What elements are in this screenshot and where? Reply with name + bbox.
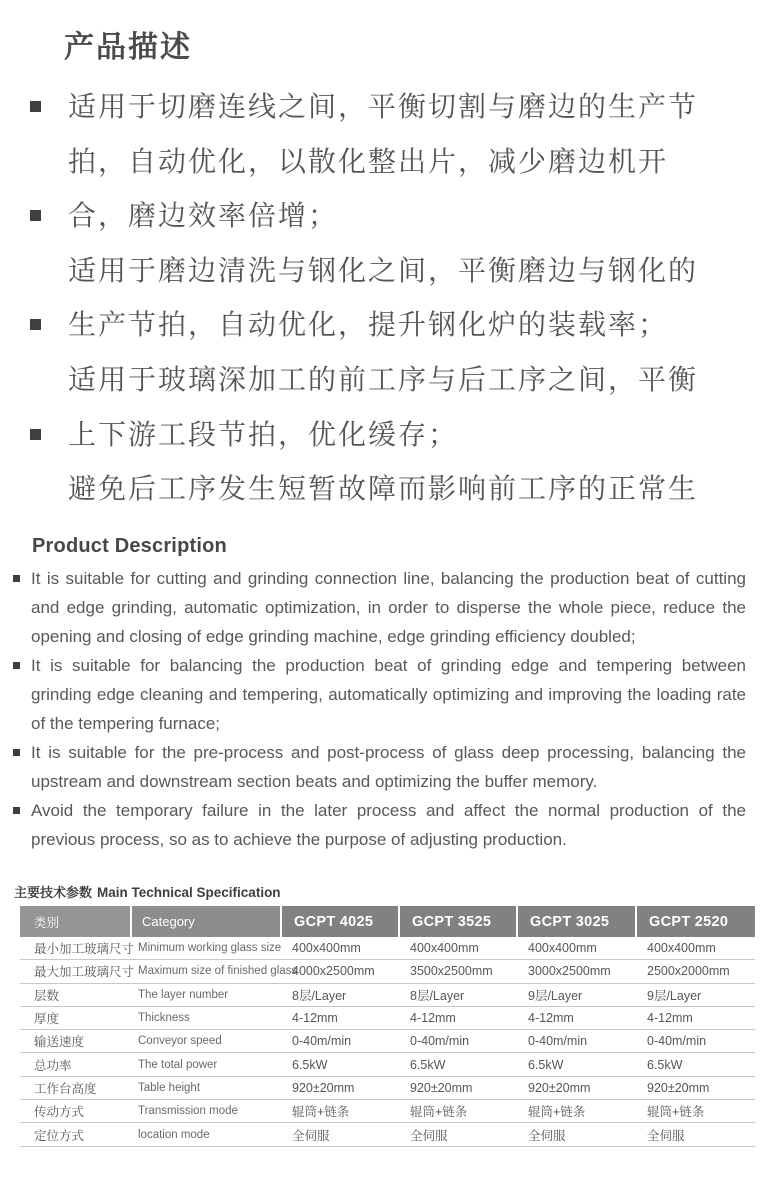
bullet-square-icon bbox=[30, 319, 41, 330]
spec-table-header-row bbox=[20, 906, 755, 937]
cn-description-list bbox=[68, 80, 746, 517]
row-value: 920±20mm bbox=[528, 1080, 591, 1095]
row-value: 920±20mm bbox=[647, 1080, 710, 1095]
row-value: 8层/Layer bbox=[292, 988, 347, 1003]
row-value: 920±20mm bbox=[292, 1080, 355, 1095]
table-row bbox=[20, 1007, 755, 1030]
row-value: 全伺服 bbox=[647, 1128, 685, 1143]
row-label-en: Thickness bbox=[138, 1012, 190, 1025]
row-label-en: Conveyor speed bbox=[138, 1035, 222, 1048]
en-item-text: It is suitable for the pre-process and post-process of glass deep processing, balancing the upstream and downstream section beats and optimizing the buffer memory. bbox=[31, 743, 746, 791]
row-value: 6.5kW bbox=[292, 1057, 328, 1072]
cn-description-line bbox=[68, 298, 746, 353]
cn-description-line bbox=[68, 244, 746, 299]
cn-line-text: 避免后工序发生短暂故障而影响前工序的正常生 bbox=[68, 473, 699, 505]
row-value: 9层/Layer bbox=[647, 988, 702, 1003]
row-value: 6.5kW bbox=[528, 1057, 564, 1072]
row-label-cn: 工作台高度 bbox=[34, 1081, 97, 1096]
table-row bbox=[20, 960, 755, 983]
row-value: 4000x2500mm bbox=[292, 964, 375, 979]
bullet-square-icon bbox=[30, 429, 41, 440]
row-value: 辊筒+链条 bbox=[528, 1105, 586, 1120]
row-label-cn: 最小加工玻璃尺寸 bbox=[34, 942, 135, 957]
cn-description-line bbox=[68, 80, 746, 135]
row-value: 6.5kW bbox=[410, 1057, 446, 1072]
en-description-item bbox=[13, 796, 746, 854]
row-value: 400x400mm bbox=[647, 941, 716, 956]
spec-title-cn: 主要技术参数 bbox=[14, 885, 93, 900]
row-label-cn: 输送速度 bbox=[34, 1035, 85, 1050]
header-cell-model-3: GCPT 3025 bbox=[516, 906, 635, 937]
row-value: 全伺服 bbox=[292, 1128, 330, 1143]
en-item-text: It is suitable for balancing the production beat of grinding edge and tempering between grinding edge cleaning and tempering, automatically optimizing and improving the loading rate of the tempering furnace; bbox=[31, 656, 746, 733]
row-value: 3500x2500mm bbox=[410, 964, 493, 979]
row-value: 0-40m/min bbox=[410, 1034, 470, 1049]
header-cell-model-4: GCPT 2520 bbox=[635, 906, 755, 937]
header-cell-model-1: GCPT 4025 bbox=[280, 906, 398, 937]
cn-description-line bbox=[68, 462, 746, 517]
row-label-en: Maximum size of finished glass bbox=[138, 965, 298, 978]
row-value: 4-12mm bbox=[528, 1011, 574, 1026]
en-description-item bbox=[13, 738, 746, 796]
cn-line-text: 合，磨边效率倍增； bbox=[68, 200, 339, 232]
spec-section-title bbox=[14, 882, 281, 901]
bullet-square-icon bbox=[30, 101, 41, 112]
row-label-cn: 厚度 bbox=[34, 1012, 60, 1027]
row-label-en: Minimum working glass size bbox=[138, 942, 282, 955]
row-value: 400x400mm bbox=[528, 941, 597, 956]
row-value: 辊筒+链条 bbox=[292, 1105, 350, 1120]
row-label-cn: 层数 bbox=[34, 988, 60, 1003]
row-value: 3000x2500mm bbox=[528, 964, 611, 979]
row-value: 920±20mm bbox=[410, 1080, 473, 1095]
cn-line-text: 适用于切磨连线之间，平衡切割与磨边的生产节 bbox=[68, 91, 699, 122]
table-row bbox=[20, 984, 755, 1007]
row-value: 8层/Layer bbox=[410, 988, 465, 1003]
table-row bbox=[20, 1100, 755, 1123]
row-label-en: location mode bbox=[138, 1128, 210, 1141]
row-value: 全伺服 bbox=[528, 1128, 566, 1143]
en-item-text: Avoid the temporary failure in the later process and affect the normal production of the previous process, so as to achieve the purpose of adjusting production. bbox=[31, 801, 746, 849]
cn-description-line bbox=[68, 189, 746, 244]
row-value: 9层/Layer bbox=[528, 988, 583, 1003]
row-value: 400x400mm bbox=[292, 941, 361, 956]
row-label-en: Table height bbox=[138, 1081, 201, 1094]
row-value: 4-12mm bbox=[292, 1011, 338, 1026]
row-label-cn: 定位方式 bbox=[34, 1128, 85, 1143]
en-description-list bbox=[13, 564, 746, 854]
row-value: 0-40m/min bbox=[292, 1034, 352, 1049]
header-cell-category-en: Category bbox=[130, 906, 280, 937]
row-value: 4-12mm bbox=[647, 1011, 693, 1026]
table-row bbox=[20, 1030, 755, 1053]
row-value: 全伺服 bbox=[410, 1128, 448, 1143]
row-label-cn: 最大加工玻璃尺寸 bbox=[34, 965, 135, 980]
cn-description-line bbox=[68, 135, 746, 190]
row-value: 2500x2000mm bbox=[647, 964, 730, 979]
cn-section-title: 产品描述 bbox=[64, 31, 192, 64]
cn-description-line bbox=[68, 408, 746, 463]
row-value: 辊筒+链条 bbox=[410, 1105, 468, 1120]
spec-title-en: Main Technical Specification bbox=[97, 885, 281, 900]
en-section-title: Product Description bbox=[32, 535, 227, 557]
cn-description-line bbox=[68, 353, 746, 408]
row-label-en: The total power bbox=[138, 1058, 218, 1071]
spec-table-body bbox=[20, 937, 755, 1147]
header-cell-model-2: GCPT 3525 bbox=[398, 906, 516, 937]
table-row bbox=[20, 937, 755, 960]
header-cell-category-cn: 类别 bbox=[20, 906, 130, 937]
bullet-square-icon bbox=[30, 210, 41, 221]
cn-line-text: 拍，自动优化，以散化整出片，减少磨边机开 bbox=[68, 145, 669, 177]
row-value: 400x400mm bbox=[410, 941, 479, 956]
row-value: 6.5kW bbox=[647, 1057, 683, 1072]
spec-table bbox=[20, 906, 755, 1147]
bullet-square-icon bbox=[13, 749, 20, 756]
cn-line-text: 适用于玻璃深加工的前工序与后工序之间，平衡 bbox=[68, 363, 699, 395]
en-item-text: It is suitable for cutting and grinding connection line, balancing the production beat of cutting and edge grinding, automatic optimization, in order to disperse the whole piece, reduce the opening and closing of edge grinding machine, edge grinding efficiency doubled; bbox=[31, 569, 746, 646]
cn-line-text: 适用于磨边清洗与钢化之间，平衡磨边与钢化的 bbox=[68, 254, 699, 286]
cn-line-text: 上下游工段节拍，优化缓存； bbox=[68, 418, 459, 450]
bullet-square-icon bbox=[13, 575, 20, 582]
bullet-square-icon bbox=[13, 807, 20, 814]
table-row bbox=[20, 1123, 755, 1146]
row-value: 辊筒+链条 bbox=[647, 1105, 705, 1120]
row-label-cn: 传动方式 bbox=[34, 1105, 85, 1120]
table-row bbox=[20, 1053, 755, 1076]
row-value: 4-12mm bbox=[410, 1011, 456, 1026]
bullet-square-icon bbox=[13, 662, 20, 669]
row-label-cn: 总功率 bbox=[34, 1058, 72, 1073]
cn-line-text: 生产节拍，自动优化，提升钢化炉的装载率； bbox=[68, 309, 669, 341]
en-description-item bbox=[13, 651, 746, 738]
row-value: 0-40m/min bbox=[528, 1034, 588, 1049]
en-description-item bbox=[13, 564, 746, 651]
row-label-en: Transmission mode bbox=[138, 1105, 238, 1118]
table-row bbox=[20, 1077, 755, 1100]
row-value: 0-40m/min bbox=[647, 1034, 707, 1049]
row-label-en: The layer number bbox=[138, 988, 229, 1001]
